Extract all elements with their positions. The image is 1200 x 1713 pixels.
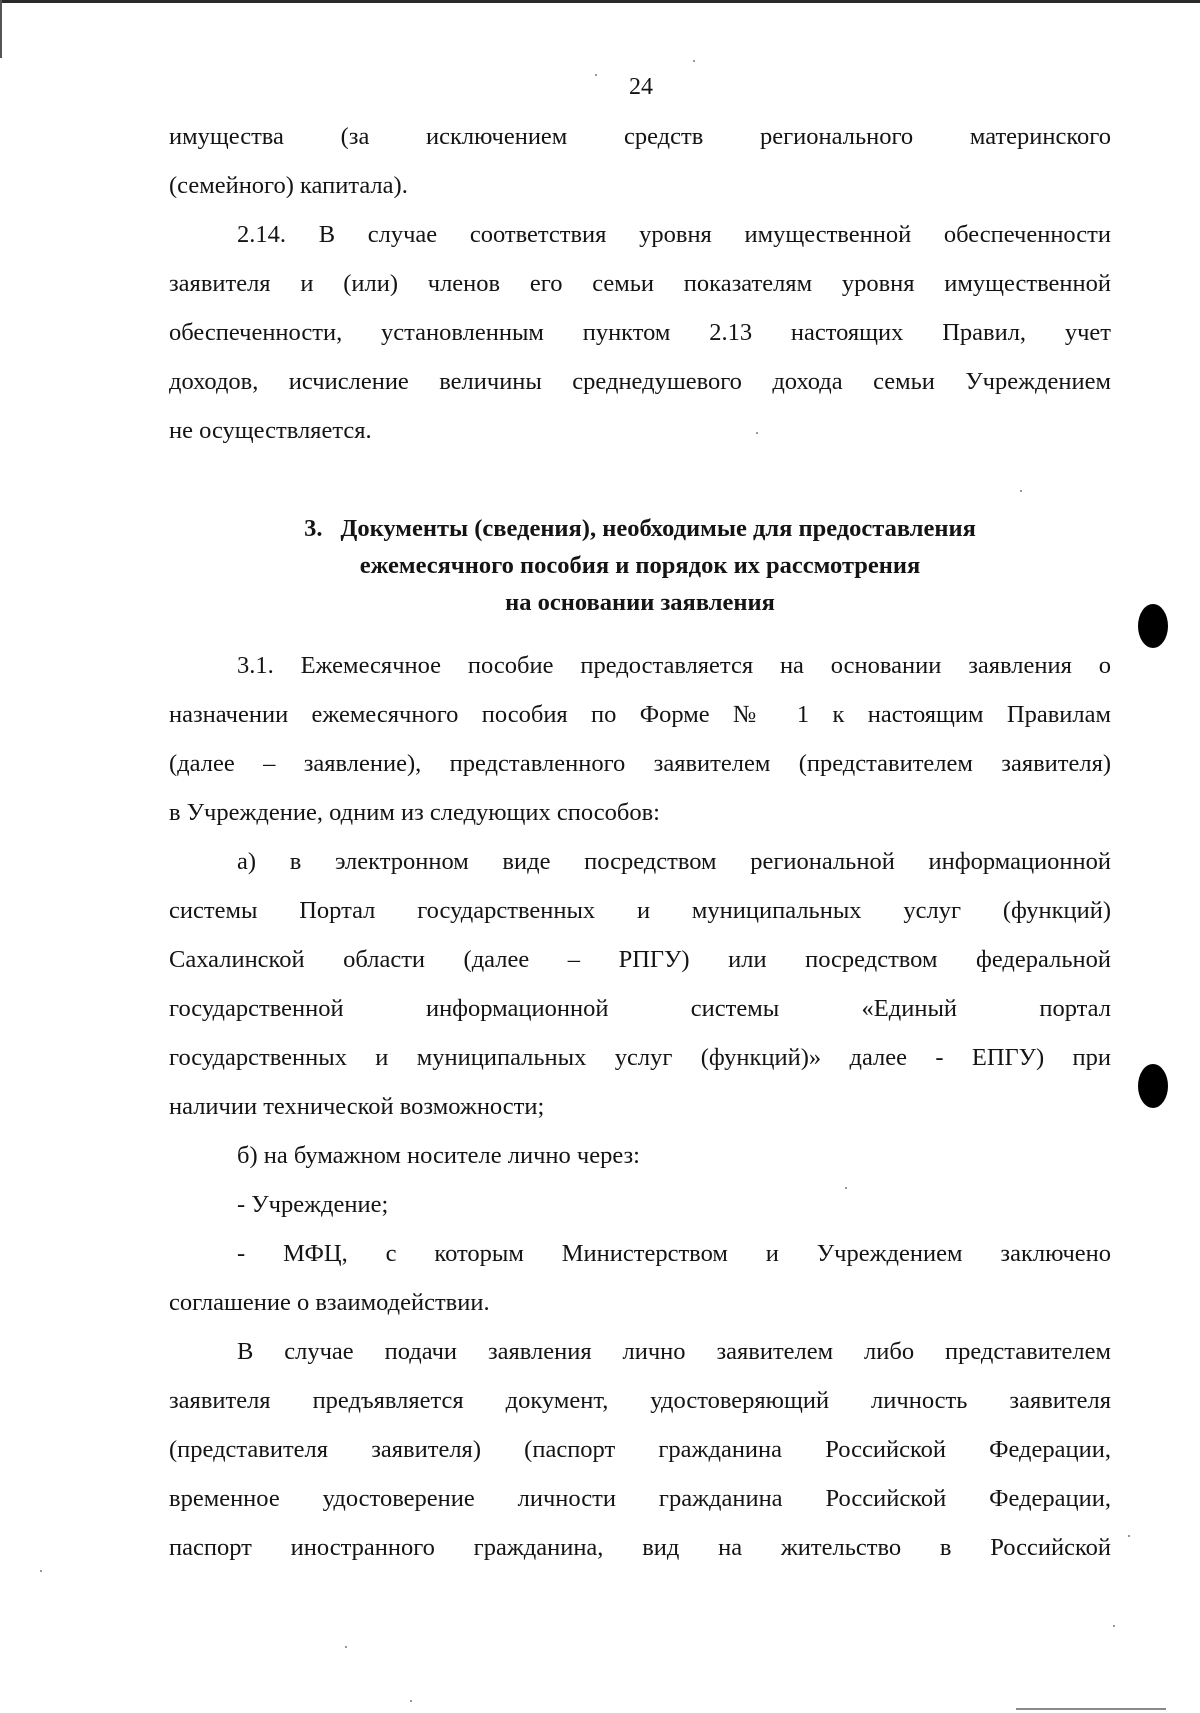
scan-speck xyxy=(595,74,597,76)
text-line: в Учреждение, одним из следующих способов: xyxy=(169,799,660,826)
section-title-line: ежемесячного пособия и порядок их рассмотрения xyxy=(359,552,921,579)
scan-top-border xyxy=(0,0,1200,3)
text-line: В случае подачи заявления лично заявителем либо представителем xyxy=(237,1338,1111,1365)
text-line: (представителя заявителя) (паспорт гражданина Российской Федерации, xyxy=(169,1436,1111,1463)
binder-hole-mark xyxy=(1138,1064,1168,1108)
text-line: обеспеченности, установленным пунктом 2.13 настоящих Правил, учет xyxy=(169,319,1111,346)
text-line: не осуществляется. xyxy=(169,417,372,444)
section-number: 3. xyxy=(304,515,323,542)
text-line: назначении ежемесячного пособия по Форме № 1 к настоящим Правилам xyxy=(169,701,1111,728)
text-line: системы Портал государственных и муниципальных услуг (функций) xyxy=(169,897,1111,924)
text-line: соглашение о взаимодействии. xyxy=(169,1289,490,1316)
text-line: - Учреждение; xyxy=(237,1191,389,1218)
paragraph-block-top xyxy=(169,112,1111,455)
paragraph-block-main xyxy=(169,641,1111,1572)
text-line: (далее – заявление), представленного заявителем (представителем заявителя) xyxy=(169,750,1111,777)
text-line: государственной информационной системы «Единый портал xyxy=(169,995,1111,1022)
text-line: заявителя и (или) членов его семьи показателям уровня имущественной xyxy=(169,270,1111,297)
text-line: а) в электронном виде посредством региональной информационной xyxy=(237,848,1111,875)
scan-speck xyxy=(40,1570,42,1572)
text-line: 2.14. В случае соответствия уровня имущественной обеспеченности xyxy=(237,221,1111,248)
text-line: имущества (за исключением средств регионального материнского xyxy=(169,123,1111,150)
scan-speck xyxy=(756,432,758,434)
text-line: временное удостоверение личности гражданина Российской Федерации, xyxy=(169,1485,1111,1512)
text-line: доходов, исчисление величины среднедушевого дохода семьи Учреждением xyxy=(169,368,1111,395)
scan-speck xyxy=(1020,490,1022,492)
scan-speck xyxy=(1113,1625,1115,1627)
scan-speck xyxy=(845,1187,847,1189)
text-line: 3.1. Ежемесячное пособие предоставляется на основании заявления о xyxy=(237,652,1111,679)
text-line: - МФЦ, с которым Министерством и Учреждением заключено xyxy=(237,1240,1111,1267)
text-line: Сахалинской области (далее – РПГУ) или посредством федеральной xyxy=(169,946,1111,973)
scan-speck xyxy=(1128,1535,1130,1537)
scan-bottom-mark xyxy=(1016,1708,1166,1710)
text-line: заявителя предъявляется документ, удостоверяющий личность заявителя xyxy=(169,1387,1111,1414)
binder-hole-mark xyxy=(1138,604,1168,648)
text-line: (семейного) капитала). xyxy=(169,172,408,199)
scan-left-edge xyxy=(0,0,2,58)
text-line: государственных и муниципальных услуг (функций)» далее - ЕПГУ) при xyxy=(169,1044,1111,1071)
section-title-line: Документы (сведения), необходимые для предоставления xyxy=(340,515,976,542)
scan-speck xyxy=(693,60,695,62)
section-title-line: на основании заявления xyxy=(505,589,775,616)
page-number: 24 xyxy=(629,74,653,100)
text-line: б) на бумажном носителе лично через: xyxy=(237,1142,640,1169)
text-line: наличии технической возможности; xyxy=(169,1093,545,1120)
text-line: паспорт иностранного гражданина, вид на жительство в Российской xyxy=(169,1534,1111,1561)
scan-speck xyxy=(345,1646,347,1648)
section-heading xyxy=(169,510,1111,621)
scan-speck xyxy=(410,1700,412,1702)
